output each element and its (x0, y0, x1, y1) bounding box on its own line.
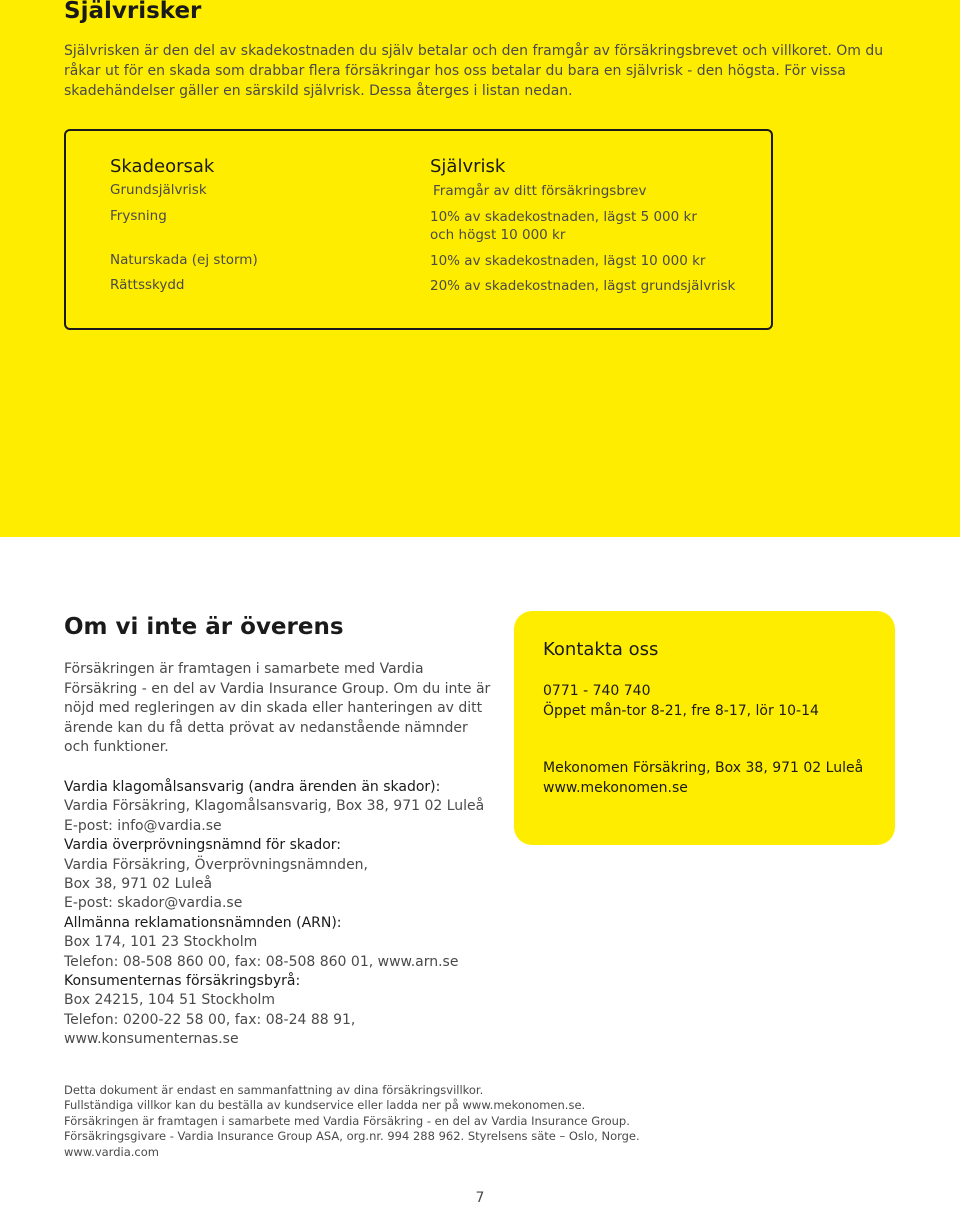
contact-label: Konsumenternas försäkringsbyrå: (64, 973, 301, 990)
contact-card (514, 611, 895, 845)
section-intro: Självrisken är den del av skadekostnaden du själv betalar och den framgår av försäkringsbrevet och villkoret. Om du råkar ut för en skada som drabbar flera försäkringar hos oss betalar du bara en självrisk - den högsta. För vissa skadehändelser gäller en särskild självrisk. Dessa återges i listan nedan. (64, 43, 884, 99)
contact-phone-block (543, 681, 819, 721)
contact-web: www.mekonomen.se (543, 780, 688, 796)
contact-line: Box 24215, 104 51 Stockholm (64, 992, 276, 1009)
contact-line: Vardia Försäkring, Klagomålsansvarig, Box 38, 971 02 Luleå (64, 798, 485, 815)
complaint-contacts (64, 778, 504, 1050)
disagree-intro: Försäkringen är framtagen i samarbete med Vardia Försäkring - en del av Vardia Insurance Group. Om du inte är nöjd med regleringen av din skada eller hanteringen av ditt ärende kan du få detta prövat av nedanstående nämnder och funktioner. (64, 661, 491, 755)
contact-line: E-post: info@vardia.se (64, 817, 222, 834)
contact-label: Vardia klagomålsansvarig (andra ärenden än skador): (64, 779, 441, 795)
table-cell-cause: Naturskada (ej storm) (110, 252, 258, 268)
table-cell-value-line: 10% av skadekostnaden, lägst 5 000 kr (430, 209, 697, 225)
table-cell-value: Framgår av ditt försäkringsbrev (433, 183, 647, 199)
table-header-cause: Skadeorsak (110, 156, 215, 177)
contact-line: Telefon: 0200-22 58 00, fax: 08-24 88 91, (64, 1011, 356, 1028)
table-cell-value (430, 208, 697, 244)
footer-line: Försäkringsgivare - Vardia Insurance Group ASA, org.nr. 994 288 962. Styrelsens säte – Oslo, Norge. (64, 1129, 640, 1144)
table-cell-cause: Grundsjälvrisk (110, 182, 207, 198)
table-header-deductible: Självrisk (430, 156, 506, 177)
section-title: Självrisker (64, 0, 202, 24)
footer-line: Detta dokument är endast en sammanfattning av dina försäkringsvillkor. (64, 1083, 484, 1097)
contact-line: E-post: skador@vardia.se (64, 895, 243, 912)
footer-line: Försäkringen är framtagen i samarbete med Vardia Försäkring - en del av Vardia Insurance Group. (64, 1113, 630, 1128)
contact-line: Box 38, 971 02 Luleå (64, 876, 213, 893)
footer-line: Fullständiga villkor kan du beställa av kundservice eller ladda ner på www.mekonomen.se. (64, 1098, 586, 1113)
table-cell-value: 10% av skadekostnaden, lägst 10 000 kr (430, 253, 706, 269)
contact-line: Telefon: 08-508 860 00, fax: 08-508 860 01, www.arn.se (64, 953, 459, 970)
contact-card-title: Kontakta oss (543, 639, 659, 660)
table-cell-value-line: och högst 10 000 kr (430, 227, 566, 243)
page-number: 7 (475, 1190, 485, 1206)
contact-line: Box 174, 101 23 Stockholm (64, 934, 258, 951)
contact-line: Vardia Försäkring, Överprövningsnämnden, (64, 856, 369, 873)
contact-address-block (543, 758, 863, 798)
contact-phone: 0771 - 740 740 (543, 683, 651, 699)
footer-note (64, 1083, 764, 1160)
contact-label: Allmänna reklamationsnämnden (ARN): (64, 914, 342, 931)
contact-address: Mekonomen Försäkring, Box 38, 971 02 Luleå (543, 760, 864, 776)
table-cell-value: 20% av skadekostnaden, lägst grundsjälvrisk (430, 278, 736, 294)
footer-line: www.vardia.com (64, 1144, 159, 1159)
table-cell-cause: Rättsskydd (110, 277, 185, 293)
contact-line: www.konsumenternas.se (64, 1031, 239, 1048)
opening-hours: Öppet mån-tor 8-21, fre 8-17, lör 10-14 (543, 703, 819, 719)
contact-label: Vardia överprövningsnämnd för skador: (64, 837, 342, 854)
disagree-title: Om vi inte är överens (64, 614, 344, 640)
table-cell-cause: Frysning (110, 208, 167, 224)
